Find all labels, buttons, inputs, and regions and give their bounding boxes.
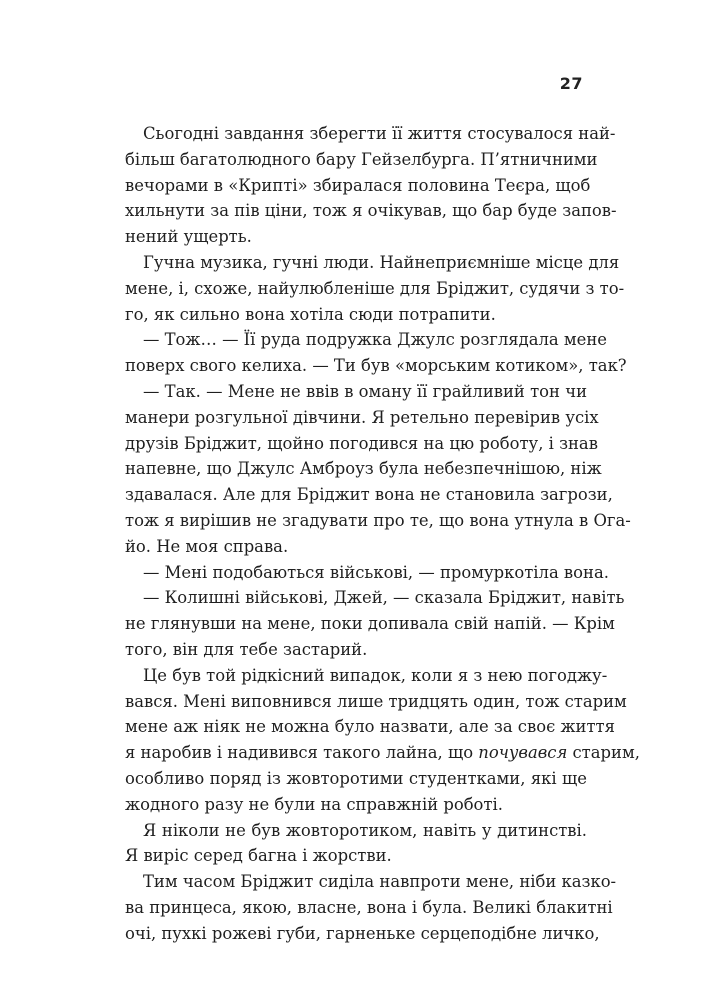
text-line: Це був той рідкісний випадок, коли я з нею погоджу- (143, 665, 608, 685)
text-line: ва принцеса, якою, власне, вона і була. Великі блакитні (125, 897, 613, 917)
text-line: нений ущерть. (125, 227, 252, 247)
text-line: Тим часом Бріджит сиділа навпроти мене, ніби казко- (143, 872, 617, 892)
text-line: Я ніколи не був жовторотиком, навіть у дитинстві. (143, 820, 587, 840)
paragraph (125, 663, 640, 818)
text-line: більш багатолюдного бару Гейзелбурга. П’ятничними (125, 149, 598, 169)
text-line: мене аж ніяк не можна було назвати, але за своє життя (125, 717, 615, 737)
text-line: хильнути за пів ціни, тож я очікував, що бар буде запов- (125, 201, 617, 221)
paragraph (125, 250, 625, 327)
text-line-with-italic (125, 740, 640, 766)
text-line: Я виріс серед багна і жорстви. (125, 846, 392, 866)
text-line: напевне, що Джулс Амброуз була небезпечнішою, ніж (125, 459, 602, 479)
paragraph (125, 121, 617, 250)
text-body (125, 121, 640, 947)
text-line: тож я вирішив не згадувати про те, що вона утнула в Ога- (125, 510, 631, 530)
text-line: — Колишні військові, Джей, — сказала Бріджит, навіть (143, 588, 625, 608)
text-line: вечорами в «Крипті» збиралася половина Теєра, щоб (125, 175, 591, 195)
paragraph (125, 327, 627, 379)
text-line: того, він для тебе застарий. (125, 639, 368, 659)
text-line: мене, і, схоже, найулюбленіше для Бріджит, судячи з то- (125, 278, 625, 298)
page-number: 27 (559, 74, 583, 93)
text-line: жодного разу не були на справжній роботі. (125, 794, 503, 814)
text-line: йо. Не моя справа. (125, 536, 289, 556)
text-line: — Тож… — Її руда подружка Джулс розглядала мене (143, 330, 607, 350)
italic-fragment: почувався (478, 743, 568, 763)
text-line: здавалася. Але для Бріджит вона не становила загрози, (125, 485, 613, 505)
text-line: Сьогодні завдання зберегти її життя стосувалося най- (143, 124, 616, 143)
text-fragment: я наробив і надивився такого лайна, що (125, 743, 479, 763)
text-line: го, як сильно вона хотіла сюди потрапити. (125, 304, 496, 324)
text-line: вався. Мені виповнився лише тридцять один, тож старим (125, 691, 627, 711)
text-line: друзів Бріджит, щойно погодився на цю роботу, і знав (125, 433, 598, 453)
paragraph (125, 585, 625, 662)
text-line: Гучна музика, гучні люди. Найнеприємніше місце для (143, 252, 620, 272)
text-fragment: старим, (567, 743, 640, 763)
text-line: не глянувши на мене, поки допивала свій напій. — Крім (125, 614, 615, 634)
paragraph (125, 869, 617, 946)
paragraph (125, 379, 631, 560)
text-line: особливо поряд із жовторотими студентками, які ще (125, 768, 587, 788)
text-line: манери розгульної дівчини. Я ретельно перевірив усіх (125, 407, 599, 427)
text-line: — Мені подобаються військові, — промуркотіла вона. (143, 562, 609, 582)
paragraph (125, 818, 587, 870)
text-line: поверх свого келиха. — Ти був «морським котиком», так? (125, 356, 627, 376)
text-line: очі, пухкі рожеві губи, гарненьке серцеподібне личко, (125, 923, 600, 943)
text-line: — Так. — Мене не ввів в оману її грайливий тон чи (143, 381, 587, 401)
paragraph (125, 560, 609, 586)
